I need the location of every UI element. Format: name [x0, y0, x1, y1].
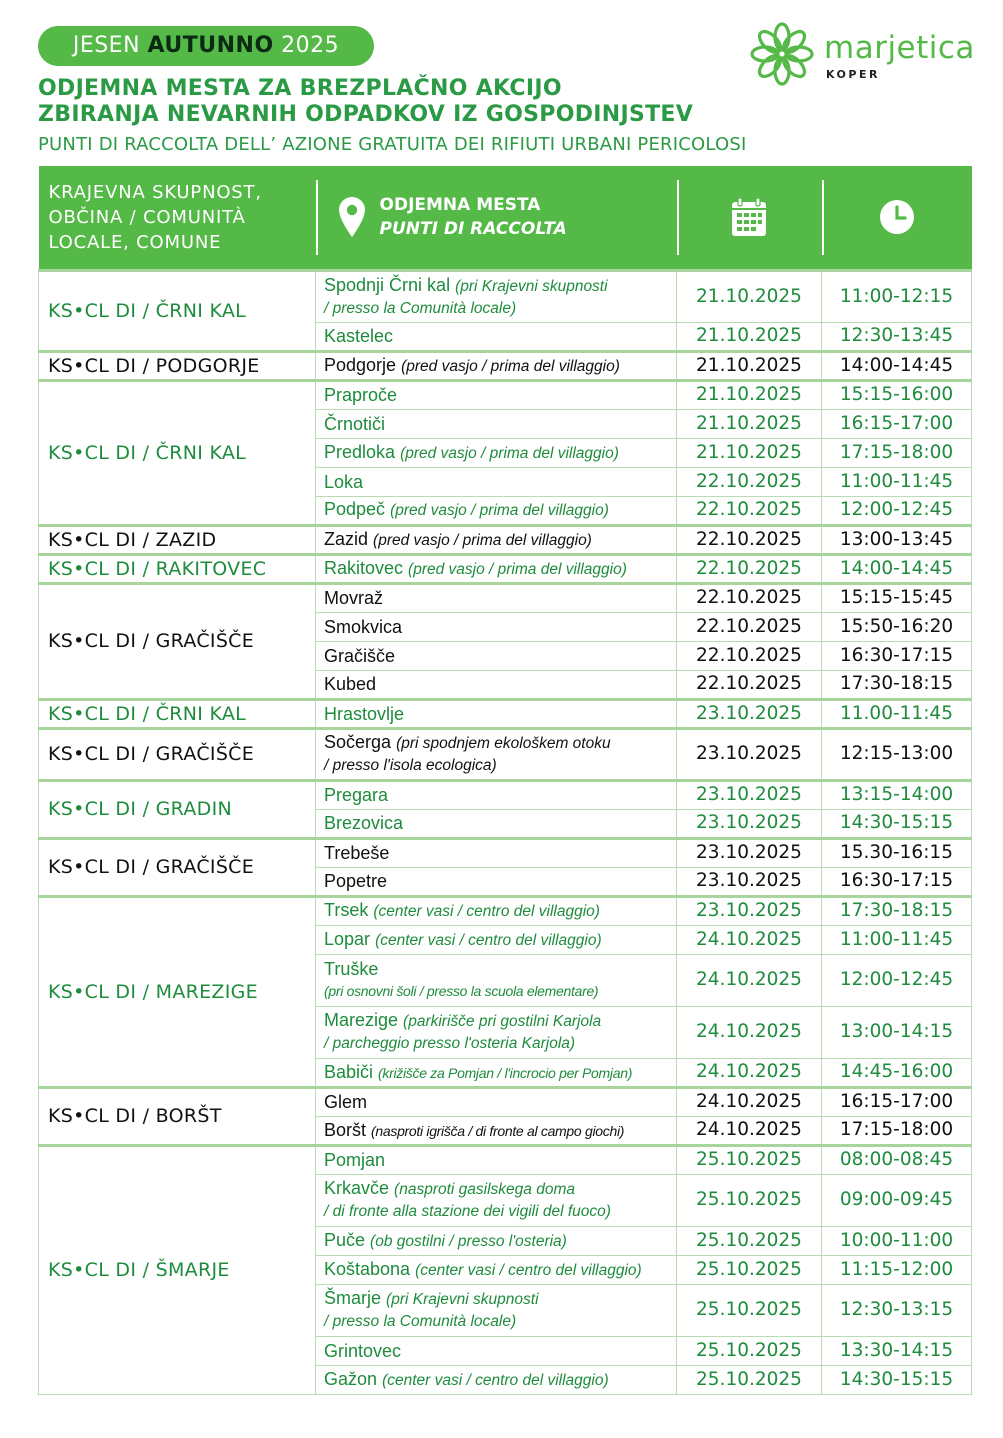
place-name: Spodnji Črni kal — [324, 274, 451, 295]
time-cell: 15:50-16:20 — [822, 612, 972, 641]
date-cell: 23.10.2025 — [677, 809, 822, 838]
community-cell: KS•CL DI / BORŠT — [39, 1087, 316, 1145]
date-cell: 22.10.2025 — [677, 641, 822, 670]
place-name: Gračišče — [324, 645, 396, 666]
community-cell: KS•CL DI / MAREZIGE — [39, 896, 316, 1087]
table-row — [39, 780, 972, 809]
header-community-line-3: LOCALE, COMUNE — [48, 231, 222, 253]
place-cell — [316, 954, 677, 1006]
table-row — [39, 351, 972, 380]
community-cell: KS•CL DI / ZAZID — [39, 525, 316, 554]
time-cell: 15.30-16:15 — [822, 838, 972, 867]
place-name: Movraž — [324, 588, 384, 608]
date-cell: 24.10.2025 — [677, 1116, 822, 1145]
date-cell: 23.10.2025 — [677, 728, 822, 780]
place-cell — [316, 1145, 677, 1174]
logo-name: marjetica — [824, 30, 975, 66]
time-cell: 11:15-12:00 — [822, 1255, 972, 1284]
place-cell — [316, 1336, 677, 1365]
place-name: Kubed — [324, 674, 377, 694]
place-note: (ob gostilni / presso l'osteria) — [370, 1232, 567, 1250]
date-cell: 25.10.2025 — [677, 1145, 822, 1174]
place-note: (pri spodnjem ekološkem otoku — [396, 735, 611, 752]
place-cell — [316, 809, 677, 838]
place-note: (pri Krajevni skupnosti — [455, 277, 608, 295]
place-cell — [316, 641, 677, 670]
place-note: (pri Krajevni skupnosti — [386, 1291, 539, 1308]
place-note: (center vasi / centro del villaggio) — [415, 1261, 642, 1279]
header-community-line-1: KRAJEVNA SKUPNOST, — [48, 181, 262, 203]
date-cell: 25.10.2025 — [677, 1174, 822, 1226]
time-cell: 08:00-08:45 — [822, 1145, 972, 1174]
place-name: Predloka — [324, 441, 396, 462]
place-cell — [316, 699, 677, 728]
location-pin-icon — [338, 196, 366, 238]
place-name: Podgorje — [324, 354, 397, 375]
place-note: (parkirišče pri gostilni Karjola — [403, 1013, 602, 1030]
table-row — [39, 1087, 972, 1116]
place-cell — [316, 351, 677, 380]
date-cell: 21.10.2025 — [677, 322, 822, 351]
place-cell — [316, 409, 677, 438]
place-name: Koštabona — [324, 1258, 411, 1279]
place-name: Marezige — [324, 1010, 399, 1030]
time-cell: 12:15-13:00 — [822, 728, 972, 780]
place-name: Krkavče — [324, 1178, 390, 1198]
place-note-2: / presso la Comunità locale) — [324, 299, 517, 317]
date-cell: 21.10.2025 — [677, 409, 822, 438]
place-note: (pred vasjo / prima del villaggio) — [408, 560, 627, 578]
date-cell: 24.10.2025 — [677, 954, 822, 1006]
place-note: (center vasi / centro del villaggio) — [373, 903, 600, 920]
season-badge — [38, 26, 374, 66]
place-cell — [316, 1116, 677, 1145]
place-name: Brezovica — [324, 813, 404, 833]
place-note: (pred vasjo / prima del villaggio) — [401, 357, 620, 375]
time-cell: 17:15-18:00 — [822, 1116, 972, 1145]
date-cell: 25.10.2025 — [677, 1284, 822, 1336]
place-name: Kastelec — [324, 326, 394, 346]
time-cell: 11:00-11:45 — [822, 467, 972, 496]
place-cell — [316, 496, 677, 525]
time-cell: 16:15-17:00 — [822, 409, 972, 438]
time-cell: 17:30-18:15 — [822, 670, 972, 699]
community-cell: KS•CL DI / ČRNI KAL — [39, 380, 316, 525]
title-line-1: ODJEMNA MESTA ZA BREZPLAČNO AKCIJO — [38, 76, 562, 101]
date-cell: 25.10.2025 — [677, 1226, 822, 1255]
place-cell — [316, 322, 677, 351]
place-cell — [316, 380, 677, 409]
time-cell: 12:00-12:45 — [822, 954, 972, 1006]
time-cell: 15:15-16:00 — [822, 380, 972, 409]
place-name: Trsek — [324, 900, 369, 920]
community-cell: KS•CL DI / GRADIN — [39, 780, 316, 838]
place-cell — [316, 525, 677, 554]
date-cell: 23.10.2025 — [677, 896, 822, 925]
date-cell: 24.10.2025 — [677, 1087, 822, 1116]
time-cell: 17:30-18:15 — [822, 896, 972, 925]
title-line-2: ZBIRANJA NEVARNIH ODPADKOV IZ GOSPODINJSTEV — [38, 102, 694, 127]
place-note-2: / presso la Comunità locale) — [324, 1313, 517, 1330]
place-note-2: (pri osnovni šoli / presso la scuola elementare) — [324, 982, 599, 999]
place-name: Pomjan — [324, 1150, 386, 1170]
time-cell: 10:00-11:00 — [822, 1226, 972, 1255]
date-cell: 22.10.2025 — [677, 467, 822, 496]
date-cell: 22.10.2025 — [677, 554, 822, 583]
date-cell: 21.10.2025 — [677, 380, 822, 409]
schedule-table — [38, 166, 972, 1395]
header-time — [822, 166, 972, 270]
header-places-sl: ODJEMNA MESTA — [379, 195, 541, 216]
community-cell: KS•CL DI / ČRNI KAL — [39, 699, 316, 728]
community-cell: KS•CL DI / ČRNI KAL — [39, 270, 316, 351]
header-places-it: PUNTI DI RACCOLTA — [379, 219, 567, 240]
table-row — [39, 838, 972, 867]
place-cell — [316, 1255, 677, 1284]
place-note-2: / presso l'isola ecologica) — [324, 757, 497, 774]
place-name: Lopar — [324, 928, 371, 949]
place-note-2: / parcheggio presso l'osteria Karjola) — [324, 1035, 576, 1052]
place-name: Popetre — [324, 871, 388, 891]
time-cell: 14:00-14:45 — [822, 351, 972, 380]
place-name: Smokvica — [324, 616, 403, 637]
date-cell: 23.10.2025 — [677, 867, 822, 896]
place-cell — [316, 583, 677, 612]
date-cell: 25.10.2025 — [677, 1365, 822, 1394]
table-header-row — [39, 166, 972, 270]
place-cell — [316, 780, 677, 809]
date-cell: 24.10.2025 — [677, 925, 822, 954]
place-note: (pred vasjo / prima del villaggio) — [390, 502, 609, 519]
date-cell: 21.10.2025 — [677, 351, 822, 380]
place-name: Podpeč — [324, 499, 386, 519]
date-cell: 23.10.2025 — [677, 780, 822, 809]
time-cell: 12:30-13:15 — [822, 1284, 972, 1336]
place-cell — [316, 554, 677, 583]
time-cell: 14:00-14:45 — [822, 554, 972, 583]
date-cell: 22.10.2025 — [677, 496, 822, 525]
time-cell: 14:30-15:15 — [822, 809, 972, 838]
community-cell: KS•CL DI / GRAČIŠČE — [39, 838, 316, 896]
time-cell: 13:15-14:00 — [822, 780, 972, 809]
place-note-2: / di fronte alla stazione dei vigili del fuoco) — [324, 1203, 611, 1220]
place-note: (križišče za Pomjan / l'incrocio per Pomjan) — [378, 1064, 633, 1081]
place-cell — [316, 925, 677, 954]
time-cell: 12:00-12:45 — [822, 496, 972, 525]
community-cell: KS•CL DI / GRAČIŠČE — [39, 583, 316, 699]
time-cell: 13:30-14:15 — [822, 1336, 972, 1365]
date-cell: 22.10.2025 — [677, 612, 822, 641]
time-cell: 11.00-11:45 — [822, 699, 972, 728]
date-cell: 24.10.2025 — [677, 1058, 822, 1087]
time-cell: 13:00-14:15 — [822, 1006, 972, 1058]
season-year: 2025 — [281, 33, 340, 58]
table-row — [39, 583, 972, 612]
place-name: Zazid — [324, 528, 369, 549]
season-word-sl: JESEN — [72, 33, 141, 58]
schedule-body — [39, 270, 972, 1394]
place-cell — [316, 1174, 677, 1226]
place-name: Babiči — [324, 1061, 374, 1082]
date-cell: 23.10.2025 — [677, 699, 822, 728]
time-cell: 13:00-13:45 — [822, 525, 972, 554]
header-community-line-2: OBČINA / COMUNITÀ — [48, 206, 246, 228]
place-cell — [316, 1087, 677, 1116]
time-cell: 16:30-17:15 — [822, 867, 972, 896]
table-row — [39, 554, 972, 583]
time-cell: 15:15-15:45 — [822, 583, 972, 612]
place-name: Praproče — [324, 385, 398, 405]
table-row — [39, 699, 972, 728]
place-note: (center vasi / centro del villaggio) — [382, 1371, 609, 1389]
place-name: Loka — [324, 471, 364, 492]
header-community — [39, 166, 316, 270]
clock-icon — [879, 199, 915, 235]
place-cell — [316, 838, 677, 867]
place-name: Sočerga — [324, 732, 392, 752]
header-date — [677, 166, 822, 270]
time-cell: 09:00-09:45 — [822, 1174, 972, 1226]
time-cell: 16:30-17:15 — [822, 641, 972, 670]
community-cell: KS•CL DI / ŠMARJE — [39, 1145, 316, 1394]
place-note: (pred vasjo / prima del villaggio) — [373, 531, 592, 549]
place-cell — [316, 1006, 677, 1058]
calendar-icon — [731, 197, 767, 237]
place-name: Gažon — [324, 1368, 378, 1389]
place-note: (center vasi / centro del villaggio) — [375, 931, 602, 949]
time-cell: 11:00-11:45 — [822, 925, 972, 954]
table-row — [39, 896, 972, 925]
table-row — [39, 525, 972, 554]
time-cell: 17:15-18:00 — [822, 438, 972, 467]
time-cell: 16:15-17:00 — [822, 1087, 972, 1116]
time-cell: 12:30-13:45 — [822, 322, 972, 351]
table-row — [39, 1145, 972, 1174]
place-name: Puče — [324, 1229, 366, 1250]
place-cell — [316, 1226, 677, 1255]
date-cell: 24.10.2025 — [677, 1006, 822, 1058]
place-cell — [316, 270, 677, 322]
community-cell: KS•CL DI / GRAČIŠČE — [39, 728, 316, 780]
marjetica-logo — [750, 22, 975, 86]
place-cell — [316, 1058, 677, 1087]
place-cell — [316, 467, 677, 496]
place-cell — [316, 612, 677, 641]
title-line-3: PUNTI DI RACCOLTA DELL’ AZIONE GRATUITA DEI RIFIUTI URBANI PERICOLOSI — [38, 134, 747, 155]
place-name: Črnotiči — [324, 413, 386, 434]
place-name: Truške — [324, 958, 379, 979]
place-note: (nasproti gasilskega doma — [394, 1181, 575, 1198]
flower-logo-icon — [750, 22, 814, 86]
place-note: (pred vasjo / prima del villaggio) — [400, 444, 619, 462]
date-cell: 21.10.2025 — [677, 438, 822, 467]
place-name: Pregara — [324, 785, 389, 805]
place-name: Rakitovec — [324, 557, 404, 578]
place-name: Glem — [324, 1092, 368, 1112]
date-cell: 22.10.2025 — [677, 525, 822, 554]
date-cell: 23.10.2025 — [677, 838, 822, 867]
time-cell: 14:30-15:15 — [822, 1365, 972, 1394]
place-name: Boršt — [324, 1119, 367, 1140]
place-name: Grintovec — [324, 1340, 402, 1361]
place-cell — [316, 438, 677, 467]
date-cell: 22.10.2025 — [677, 670, 822, 699]
logo-sub: KOPER — [826, 68, 880, 81]
place-cell — [316, 896, 677, 925]
table-row — [39, 380, 972, 409]
date-cell: 22.10.2025 — [677, 583, 822, 612]
date-cell: 25.10.2025 — [677, 1255, 822, 1284]
date-cell: 21.10.2025 — [677, 270, 822, 322]
place-cell — [316, 1365, 677, 1394]
date-cell: 25.10.2025 — [677, 1336, 822, 1365]
table-row — [39, 728, 972, 780]
place-name: Trebeše — [324, 843, 390, 863]
place-cell — [316, 728, 677, 780]
time-cell: 14:45-16:00 — [822, 1058, 972, 1087]
table-row — [39, 270, 972, 322]
place-cell — [316, 1284, 677, 1336]
place-name: Hrastovlje — [324, 703, 405, 724]
time-cell: 11:00-12:15 — [822, 270, 972, 322]
place-note: (nasproti igrišča / di fronte al campo giochi) — [371, 1122, 625, 1139]
place-cell — [316, 670, 677, 699]
community-cell: KS•CL DI / RAKITOVEC — [39, 554, 316, 583]
community-cell: KS•CL DI / PODGORJE — [39, 351, 316, 380]
season-word-it: AUTUNNO — [147, 33, 274, 58]
place-name: Šmarje — [324, 1288, 382, 1308]
header-places — [316, 166, 677, 270]
place-cell — [316, 867, 677, 896]
